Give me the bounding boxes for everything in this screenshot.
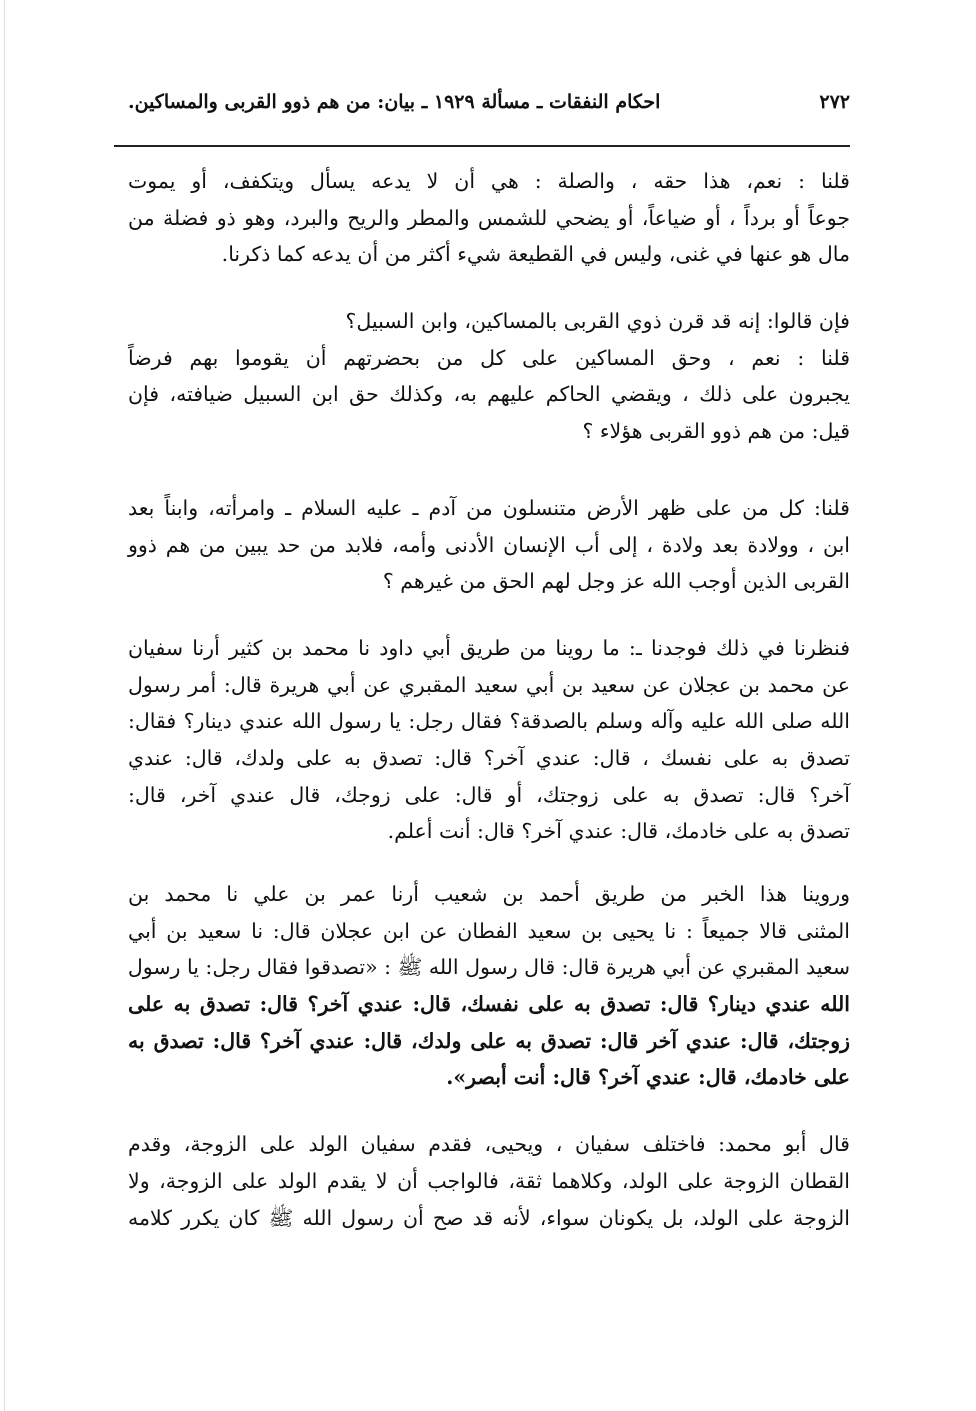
- paragraph: [128, 163, 850, 273]
- text-line: آخر؟ قال: تصدق به على زوجتك، أو قال: على زوجك، قال عندي آخر، قال:: [128, 782, 850, 807]
- paragraph: [128, 630, 850, 850]
- text-line: فنظرنا في ذلك فوجدنا ـ: ما روينا من طريق أبي داود نا محمد بن كثير أرنا سفيان: [128, 635, 850, 660]
- text-line: جوعاً أو برداً ، أو ضياعاً، أو يضحي للشمس والمطر والريح والبرد، وهو ذو فضلة من: [128, 205, 850, 230]
- header-rule: [114, 145, 850, 147]
- text-line: مال هو عنها في غنى، وليس في القطيعة شيء أكثر من أن يدعه كما ذكرنا.: [221, 242, 850, 267]
- text-line: قلنا : نعم، هذا حقه ، والصلة : هي أن لا يدعه يسأل ويتكفف، أو يموت: [128, 169, 850, 193]
- text-line: الله عندي دينار؟ قال: تصدق به على نفسك، قال: عندي آخر؟ قال: تصدق به على: [128, 992, 850, 1017]
- paragraph: [128, 303, 850, 340]
- text-line: القطان الزوجة على الولد، وكلاهما ثقة، فالواجب أن لا يقدم الولد على الزوجة، ولا: [128, 1168, 850, 1193]
- text-line: قيل: من هم ذوو القربى هؤلاء ؟: [582, 419, 850, 444]
- scan-edge: [4, 0, 5, 1411]
- text-line: يجبرون على ذلك ، ويقضي الحاكم عليهم به، وكذلك حق ابن السبيل ضيافته، فإن: [128, 382, 850, 407]
- running-header: [128, 82, 850, 122]
- text-line: الزوجة على الولد، بل يكونان سواء، لأنه قد صح أن رسول الله ﷺ كان يكرر كلامه: [128, 1205, 850, 1230]
- paragraph: [128, 340, 850, 450]
- text-line: قلنا: كل من على ظهر الأرض متنسلون من آدم ـ عليه السلام ـ وامرأته، وابناً بعد: [128, 495, 850, 520]
- text-line: عن محمد بن عجلان عن سعيد بن أبي سعيد المقبري عن أبي هريرة قال: أمر رسول: [128, 672, 850, 697]
- text-line: تصدق به على نفسك ، قال: عندي آخر؟ قال: تصدق به على ولدك، قال: عندي: [128, 745, 850, 770]
- text-line: تصدق به على خادمك، قال: عندي آخر؟ قال: أنت أعلم.: [387, 819, 850, 844]
- text-line: على خادمك، قال: عندي آخر؟ قال: أنت أبصر».: [446, 1065, 850, 1090]
- text-line: قلنا : نعم ، وحق المساكين على كل من بحضرتهم أن يقوموا بهم فرضاً: [128, 345, 850, 370]
- paragraph: [128, 490, 850, 600]
- text-line: زوجتك، قال: عندي آخر قال: تصدق به على ولدك، قال: عندي آخر؟ قال: تصدق به: [128, 1028, 850, 1053]
- text-line: فإن قالوا: إنه قد قرن ذوي القربى بالمساكين، وابن السبيل؟: [345, 309, 850, 334]
- running-title: احكام النفقات ـ مسألة ١٩٢٩ ـ بيان: من هم ذوو القربى والمساكين.: [128, 91, 661, 113]
- text-line: المثنى قالا جميعاً : نا يحيى بن سعيد الفطان عن ابن عجلان قال: نا سعيد بن أبي: [128, 918, 850, 943]
- text-line: القربى الذين أوجب الله عز وجل لهم الحق من غيرهم ؟: [382, 569, 850, 594]
- text-line: سعيد المقبري عن أبي هريرة قال: قال رسول الله ﷺ : «تصدقوا فقال رجل: يا رسول: [127, 955, 850, 980]
- page-number: ٢٧٢: [819, 91, 850, 113]
- text-line: الله صلى الله عليه وآله وسلم بالصدقة؟ فقال رجل: يا رسول الله عندي دينار؟ فقال:: [128, 709, 850, 734]
- paragraph: [128, 876, 850, 1096]
- text-line: ابن ، وولادة بعد ولادة ، إلى أب الإنسان الأدنى وأمه، فلابد من حد يبين من هم ذوو: [128, 532, 850, 557]
- text-line: قال أبو محمد: فاختلف سفيان ، ويحيى، فقدم سفيان الولد على الزوجة، وقدم: [128, 1132, 850, 1157]
- page-body: [128, 163, 850, 1236]
- text-line: وروينا هذا الخبر من طريق أحمد بن شعيب أرنا عمر بن علي نا محمد بن: [128, 882, 850, 906]
- paragraph: [128, 1126, 850, 1236]
